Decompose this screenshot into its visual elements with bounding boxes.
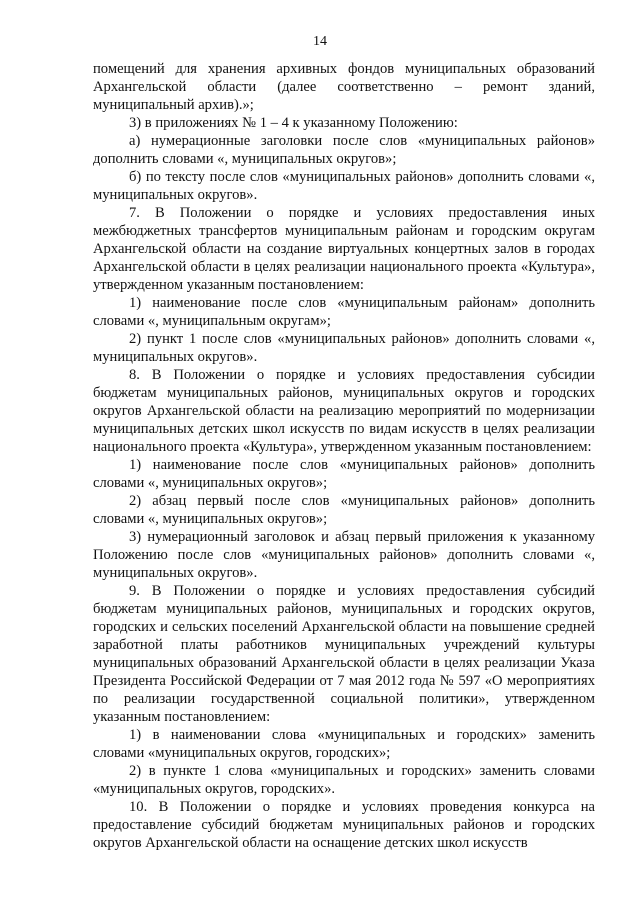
paragraph: 8. В Положении о порядке и условиях предоставления субсидии бюджетам муниципальных районов, муниципальных округов и городских округов Архангельской области на реализацию мероприятий по модернизации муниципальных детских школ искусств по видам искусств в целях реализации национального проекта «Культура», утвержденном указанным постановлением:: [93, 367, 595, 455]
document-body: [93, 60, 595, 852]
paragraph: 3) нумерационный заголовок и абзац первый приложения к указанному Положению после слов «муниципальных районов» дополнить словами «, муниципальных округов».: [93, 529, 595, 581]
paragraph: 7. В Положении о порядке и условиях предоставления иных межбюджетных трансфертов муниципальным районам и городским округам Архангельской области на создание виртуальных концертных залов в городах Архангельской области в целях реализации национального проекта «Культура», утвержденном указанным постановлением:: [93, 205, 595, 293]
paragraph: 2) в пункте 1 слова «муниципальных и городских» заменить словами «муниципальных округов, городских».: [93, 763, 595, 797]
paragraph: 9. В Положении о порядке и условиях предоставления субсидий бюджетам муниципальных районов, муниципальных и городских округов, городских и сельских поселений Архангельской области на повышение средней заработной платы работников муниципальных учреждений культуры муниципальных образований Архангельской области в целях реализации Указа Президента Российской Федерации от 7 мая 2012 года № 597 «О мероприятиях по реализации государственной социальной политики», утвержденном указанным постановлением:: [93, 583, 595, 725]
page-number: 14: [313, 34, 327, 49]
paragraph: 1) в наименовании слова «муниципальных и городских» заменить словами «муниципальных округов, городских»;: [93, 727, 595, 761]
paragraph: 1) наименование после слов «муниципальных районов» дополнить словами «, муниципальных округов»;: [93, 457, 595, 491]
paragraph: б) по тексту после слов «муниципальных районов» дополнить словами «, муниципальных округов».: [93, 169, 595, 203]
paragraph: 2) пункт 1 после слов «муниципальных районов» дополнить словами «, муниципальных округов».: [93, 331, 595, 365]
paragraph: 3) в приложениях № 1 – 4 к указанному Положению:: [129, 115, 458, 131]
paragraph: 10. В Положении о порядке и условиях проведения конкурса на предоставление субсидий бюджетам муниципальных районов и городских округов Архангельской области на оснащение детских школ искусств: [93, 799, 595, 851]
paragraph: 2) абзац первый после слов «муниципальных районов» дополнить словами «, муниципальных округов»;: [93, 493, 595, 527]
paragraph: помещений для хранения архивных фондов муниципальных образований Архангельской области (далее соответственно – ремонт зданий, муниципальный архив).»;: [93, 61, 595, 113]
paragraph: 1) наименование после слов «муниципальным районам» дополнить словами «, муниципальным округам»;: [93, 295, 595, 329]
paragraph: а) нумерационные заголовки после слов «муниципальных районов» дополнить словами «, муниципальных округов»;: [93, 133, 595, 167]
